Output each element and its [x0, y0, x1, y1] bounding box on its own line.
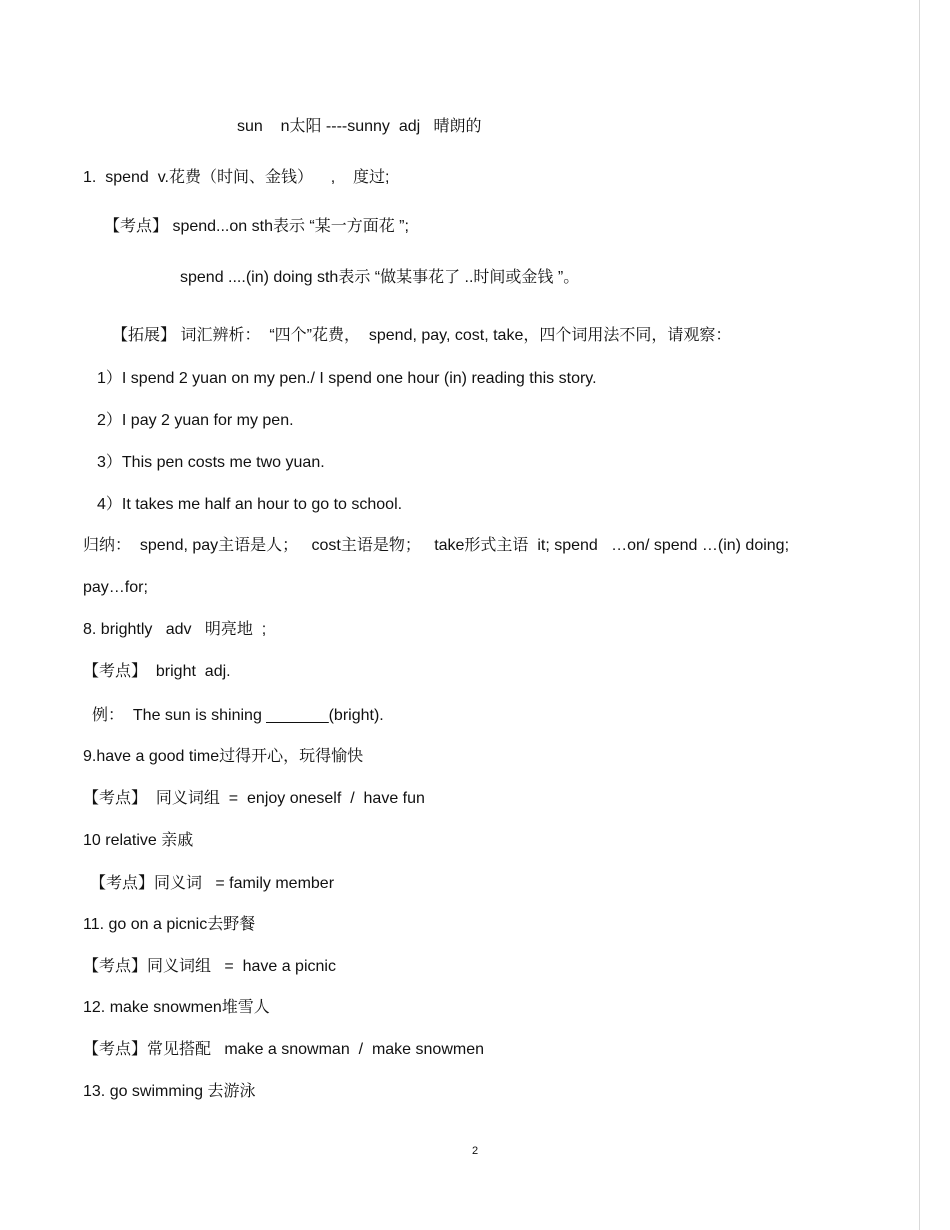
extension-vocabulary-comparison: 【拓展】 词汇辨析： “四个”花费， spend, pay, cost, take，四个词用法不同，请观察： [112, 327, 732, 344]
summary-line: 归纳： spend, pay主语是人； cost主语是物； take形式主语 it; spend …on/ spend …(in) doing; [83, 537, 790, 554]
vocab-line-relative: 10 relative 亲戚 [83, 832, 194, 849]
example-sentence-1: 1）I spend 2 yuan on my pen./ I spend one hour (in) reading this story. [97, 370, 597, 387]
vocab-line-brightly: 8. brightly adv 明亮地 ; [83, 621, 267, 638]
example-sentence-3: 3）This pen costs me two yuan. [97, 454, 325, 471]
page-edge-divider [919, 0, 920, 1230]
key-point-spend-on: 【考点】 spend...on sth表示 “某一方面花 ”; [104, 218, 409, 235]
vocab-line-go-on-a-picnic: 11. go on a picnic去野餐 [83, 916, 256, 933]
key-point-spend-doing: spend ....(in) doing sth表示 “做某事花了 ..时间或金钱 ”。 [180, 269, 580, 286]
key-point-picnic: 【考点】同义词组 = have a picnic [83, 958, 336, 975]
vocab-line-have-a-good-time: 9.have a good time过得开心，玩得愉快 [83, 748, 364, 765]
example-sentence-4: 4）It takes me half an hour to go to school. [97, 496, 403, 513]
key-point-relative: 【考点】同义词 = family member [90, 875, 335, 892]
page-number: 2 [471, 1145, 479, 1157]
key-point-have-a-good-time: 【考点】 同义词组 = enjoy oneself / have fun [83, 790, 425, 807]
vocab-line-go-swimming: 13. go swimming 去游泳 [83, 1083, 256, 1100]
key-point-snowman: 【考点】常见搭配 make a snowman / make snowmen [83, 1041, 485, 1058]
summary-line-continued: pay…for; [83, 579, 148, 596]
example-bright-exercise: 例： The sun is shining _______(bright). [92, 707, 384, 724]
vocab-line-sun: sun n太阳 ----sunny adj 晴朗的 [237, 118, 482, 135]
vocab-line-spend: 1. spend v.花费（时间、金钱） , 度过; [83, 169, 390, 186]
example-sentence-2: 2）I pay 2 yuan for my pen. [97, 412, 294, 429]
key-point-bright: 【考点】 bright adj. [83, 663, 231, 680]
vocab-line-make-snowmen: 12. make snowmen堆雪人 [83, 999, 270, 1016]
